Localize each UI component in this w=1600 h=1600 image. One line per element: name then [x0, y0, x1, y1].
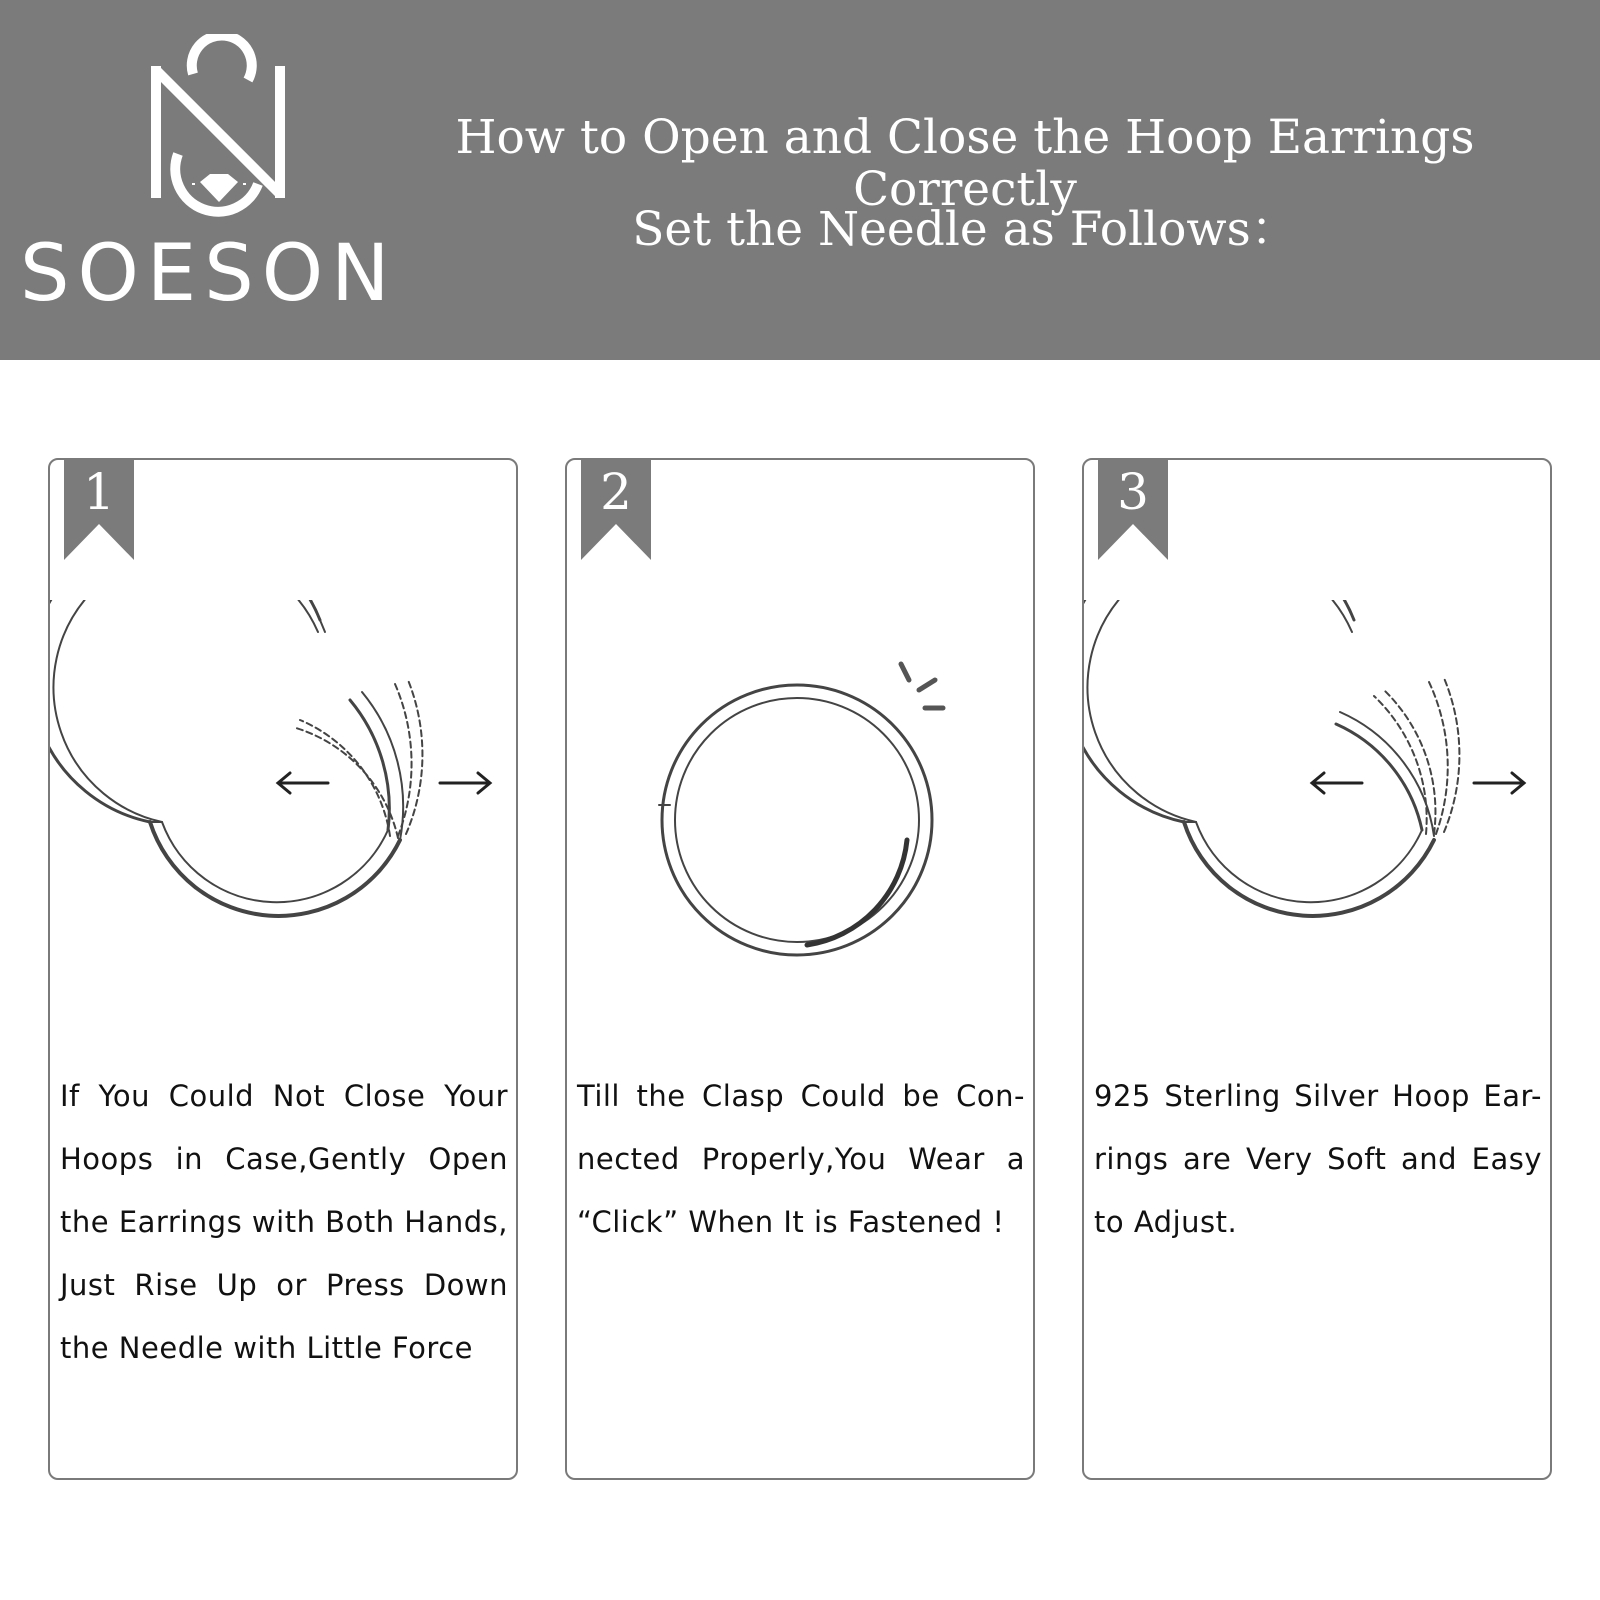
- step-description: 925 Sterling Silver Hoop Ear-rings are Very Soft and Easy to Adjust.: [1094, 1079, 1542, 1239]
- brand-name: SOESON: [20, 229, 398, 319]
- step-card-2: [565, 458, 1035, 1480]
- step-number: 3: [1117, 463, 1149, 521]
- header-banner: [0, 0, 1600, 360]
- page-subtitle: Set the Needle as Follows：: [632, 202, 1298, 257]
- step-card-3: [1082, 458, 1552, 1480]
- page-title: How to Open and Close the Hoop Earrings Correctly: [455, 110, 1475, 217]
- step-number: 1: [83, 463, 115, 521]
- hoop-closed-click-icon: [567, 600, 1033, 1000]
- step-description: Till the Clasp Could be Con-nected Properly,You Wear a “Click” When It is Fastened !: [577, 1079, 1025, 1239]
- step-number: 2: [600, 463, 632, 521]
- hoop-open-icon: [50, 600, 516, 1000]
- step-card-1: [48, 458, 518, 1480]
- soeson-logo-icon: [148, 34, 288, 234]
- step-description: If You Could Not Close Your Hoops in Case,Gently Open the Earrings with Both Hands, Just Rise Up or Press Down the Needle with Little Force: [60, 1079, 508, 1365]
- hoop-open-icon: [1084, 600, 1550, 1000]
